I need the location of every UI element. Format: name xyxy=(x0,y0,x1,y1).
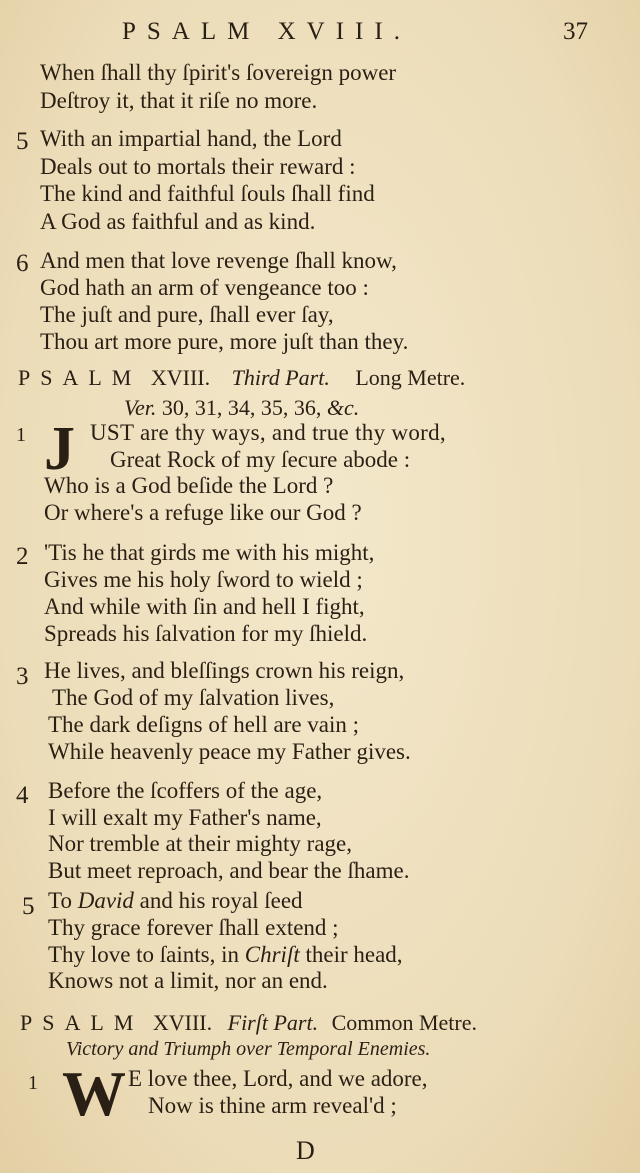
verse-line: Nor tremble at their mighty rage, xyxy=(48,831,353,856)
part-label: Third Part. xyxy=(231,365,330,390)
signature-mark: D xyxy=(296,1136,315,1165)
drop-cap: W xyxy=(62,1058,126,1129)
stanza-number: 6 xyxy=(16,250,29,277)
stanza-number: 1 xyxy=(28,1072,38,1094)
verse-line: The God of my ſalvation lives, xyxy=(52,685,335,710)
psalm-subtitle: Victory and Triumph over Temporal Enemies. xyxy=(66,1038,431,1060)
stanza-number: 4 xyxy=(16,782,29,809)
verse-line: Now is thine arm reveal'd ; xyxy=(148,1093,397,1118)
verse-line: And men that love revenge ſhall know, xyxy=(40,248,397,273)
name-david: David xyxy=(77,888,134,913)
verse-line: And while with ſin and hell I fight, xyxy=(44,594,365,619)
stanza-number: 2 xyxy=(16,543,29,570)
verses-label: Ver. xyxy=(124,395,157,420)
running-head: PSALM XVIII. xyxy=(122,18,411,45)
name-christ: Chriſt xyxy=(244,942,300,967)
verse-text: their head, xyxy=(299,942,403,967)
verse-line xyxy=(48,942,403,968)
metre-label: Long Metre. xyxy=(355,365,466,390)
verses-reference xyxy=(124,395,359,421)
page-number: 37 xyxy=(563,18,588,45)
verse-text: and his royal ſeed xyxy=(133,888,303,913)
verses-etc: &c. xyxy=(326,395,360,420)
psalm-label: PSALM xyxy=(18,365,142,390)
verse-line: Thou art more pure, more juſt than they. xyxy=(40,329,409,354)
drop-cap: J xyxy=(44,415,75,483)
verse-line: UST are thy ways, and true thy word, xyxy=(90,420,446,445)
psalm-heading-first-part xyxy=(20,1010,477,1036)
verse-line: E love thee, Lord, and we adore, xyxy=(128,1066,428,1091)
verse-line xyxy=(48,888,303,914)
verses-numbers: 30, 31, 34, 35, 36, xyxy=(161,395,322,420)
psalm-label: PSALM xyxy=(20,1010,144,1035)
verse-line: He lives, and bleſſings crown his reign, xyxy=(44,658,405,683)
verse-line: Thy grace forever ſhall extend ; xyxy=(48,915,339,940)
verse-line: But meet reproach, and bear the ſhame. xyxy=(48,858,410,883)
verse-text: To xyxy=(48,888,78,913)
stanza-number: 5 xyxy=(16,128,29,155)
verse-line: Before the ſcoffers of the age, xyxy=(48,778,323,803)
verse-line: I will exalt my Father's name, xyxy=(48,805,322,830)
verse-line: Gives me his holy ſword to wield ; xyxy=(44,567,363,592)
verse-line: Or where's a refuge like our God ? xyxy=(44,500,362,525)
psalm-heading-third-part xyxy=(18,365,465,391)
verse-line: Deals out to mortals their reward : xyxy=(40,154,356,179)
verse-line: God hath an arm of vengeance too : xyxy=(40,275,369,300)
verse-line: With an impartial hand, the Lord xyxy=(40,126,342,151)
verse-line: When ſhall thy ſpirit's ſovereign power xyxy=(40,60,397,85)
verse-line: A God as faithful and as kind. xyxy=(40,209,316,234)
verse-line: The dark deſigns of hell are vain ; xyxy=(48,712,360,737)
verse-line: The kind and faithful ſouls ſhall find xyxy=(40,181,375,206)
stanza-number: 5 xyxy=(22,893,35,920)
verse-line: Deſtroy it, that it riſe no more. xyxy=(40,88,318,113)
part-label: Firſt Part. xyxy=(227,1010,319,1035)
metre-label: Common Metre. xyxy=(331,1010,478,1035)
verse-line: 'Tis he that girds me with his might, xyxy=(44,540,375,565)
verse-text: Thy love to ſaints, in xyxy=(48,942,245,967)
verse-line: Who is a God beſide the Lord ? xyxy=(44,473,334,498)
stanza-number: 1 xyxy=(16,424,26,446)
verse-line: Great Rock of my ſecure abode : xyxy=(110,447,411,472)
psalm-roman: XVIII. xyxy=(150,365,211,390)
stanza-number: 3 xyxy=(16,663,29,690)
verse-line: Spreads his ſalvation for my ſhield. xyxy=(44,621,368,646)
verse-line: While heavenly peace my Father gives. xyxy=(48,739,411,764)
psalm-roman: XVIII. xyxy=(152,1010,213,1035)
verse-line: Knows not a limit, nor an end. xyxy=(48,968,328,993)
verse-line: The juſt and pure, ſhall ever ſay, xyxy=(40,302,334,327)
page-header xyxy=(0,14,640,54)
